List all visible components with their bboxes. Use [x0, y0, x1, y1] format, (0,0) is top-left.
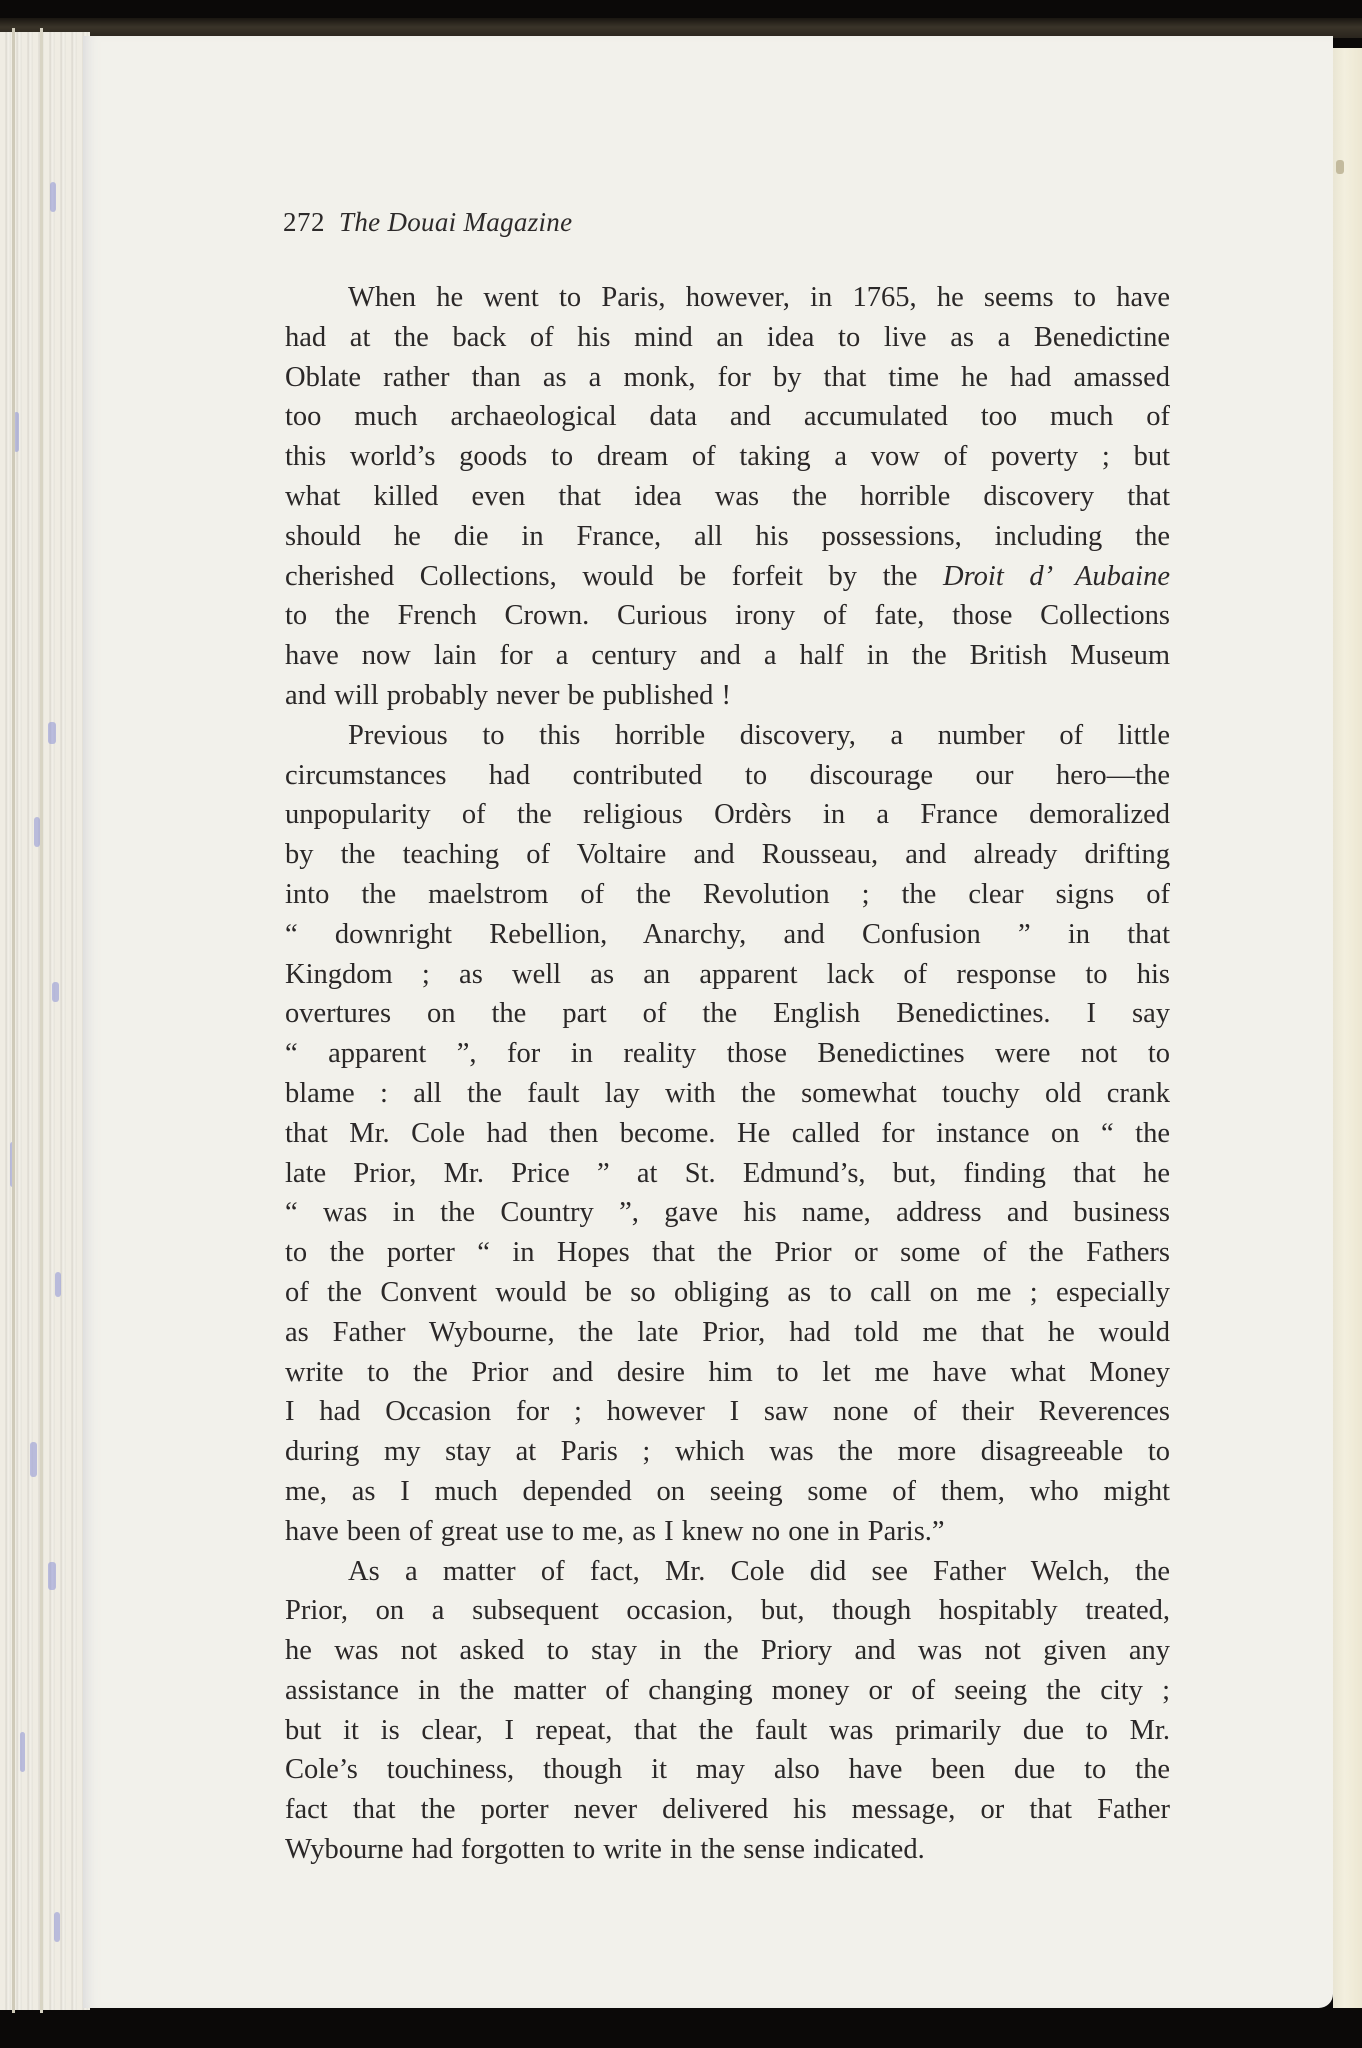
text-line: that Mr. Cole had then become. He called for instance on “ the — [285, 1117, 1170, 1149]
text-line: too much archaeological data and accumulated too much of — [285, 401, 1170, 433]
text-line: to the French Crown. Curious irony of fate, those Collections — [285, 600, 1170, 632]
edge-stain — [54, 1912, 60, 1942]
text-line: have been of great use to me, as I knew no one in Paris.” — [285, 1515, 945, 1547]
text-line: “ apparent ”, for in reality those Benedictines were not to — [285, 1038, 1170, 1070]
text-line: circumstances had contributed to discourage our hero—the — [285, 759, 1170, 791]
text-line: and will probably never be published ! — [285, 679, 732, 711]
text-line: of the Convent would be so obliging as to call on me ; especially — [285, 1276, 1170, 1308]
text-line: this world’s goods to dream of taking a vow of poverty ; but — [285, 441, 1170, 473]
text-segment: cherished Collections, would be forfeit by the — [285, 560, 918, 592]
text-line: by the teaching of Voltaire and Rousseau, and already drifting — [285, 839, 1170, 871]
text-line-with-italic — [285, 557, 1170, 597]
edge-stain — [55, 1272, 61, 1297]
text-line: overtures on the part of the English Benedictines. I say — [285, 998, 1170, 1030]
text-line: Previous to this horrible discovery, a number of little — [348, 719, 1170, 751]
text-line: “ downright Rebellion, Anarchy, and Confusion ” in that — [285, 918, 1170, 950]
book-cover-edge — [0, 18, 1362, 38]
text-line: had at the back of his mind an idea to live as a Benedictine — [285, 321, 1170, 353]
text-line: me, as I much depended on seeing some of them, who might — [285, 1475, 1170, 1507]
text-line: what killed even that idea was the horrible discovery that — [285, 480, 1170, 512]
text-line: into the maelstrom of the Revolution ; the clear signs of — [285, 878, 1170, 910]
text-line: as Father Wybourne, the late Prior, had told me that he would — [285, 1316, 1170, 1348]
journal-title: The Douai Magazine — [339, 207, 573, 237]
text-line: assistance in the matter of changing money or of seeing the city ; — [285, 1674, 1170, 1706]
text-line: As a matter of fact, Mr. Cole did see Father Welch, the — [348, 1555, 1170, 1587]
edge-stain — [20, 1732, 25, 1772]
edge-stain — [48, 722, 56, 744]
text-line: Cole’s touchiness, though it may also have been due to the — [285, 1754, 1170, 1786]
text-line: write to the Prior and desire him to let me have what Money — [285, 1356, 1170, 1388]
body-text — [285, 278, 1170, 1870]
text-line: Prior, on a subsequent occasion, but, though hospitably treated, — [285, 1595, 1170, 1627]
edge-stain — [50, 182, 56, 212]
text-line: during my stay at Paris ; which was the more disagreeable to — [285, 1436, 1170, 1468]
text-line: to the porter “ in Hopes that the Prior or some of the Fathers — [285, 1237, 1170, 1269]
text-line: should he die in France, all his possessions, including the — [285, 520, 1170, 552]
text-line: I had Occasion for ; however I saw none of their Reverences — [285, 1396, 1170, 1428]
running-head — [283, 205, 572, 239]
italic-phrase: Droit d’ Aubaine — [943, 560, 1170, 592]
text-line: but it is clear, I repeat, that the fault was primarily due to Mr. — [285, 1714, 1170, 1746]
text-line: Wybourne had forgotten to write in the sense indicated. — [285, 1834, 925, 1866]
text-line: he was not asked to stay in the Priory and was not given any — [285, 1635, 1170, 1667]
text-line: unpopularity of the religious Ordèrs in a France demoralized — [285, 799, 1170, 831]
text-line: late Prior, Mr. Price ” at St. Edmund’s, but, finding that he — [285, 1157, 1170, 1189]
text-line: Oblate rather than as a monk, for by that time he had amassed — [285, 361, 1170, 393]
book-gutter — [1333, 48, 1362, 2008]
paper-blemish — [1336, 160, 1344, 174]
page-edge-line — [40, 28, 43, 2013]
text-line: have now lain for a century and a half in the British Museum — [285, 640, 1170, 672]
text-line: When he went to Paris, however, in 1765, he seems to have — [348, 282, 1170, 313]
page-edge-line — [12, 28, 15, 2013]
text-line: “ was in the Country ”, gave his name, address and business — [285, 1197, 1170, 1229]
text-line: fact that the porter never delivered his message, or that Father — [285, 1794, 1170, 1826]
edge-stain — [48, 1562, 56, 1590]
text-line: Kingdom ; as well as an apparent lack of response to his — [285, 958, 1170, 990]
edge-stain — [52, 982, 59, 1002]
edge-stain — [30, 1442, 37, 1477]
page-number: 272 — [283, 207, 325, 237]
text-line: blame : all the fault lay with the somewhat touchy old crank — [285, 1077, 1170, 1109]
